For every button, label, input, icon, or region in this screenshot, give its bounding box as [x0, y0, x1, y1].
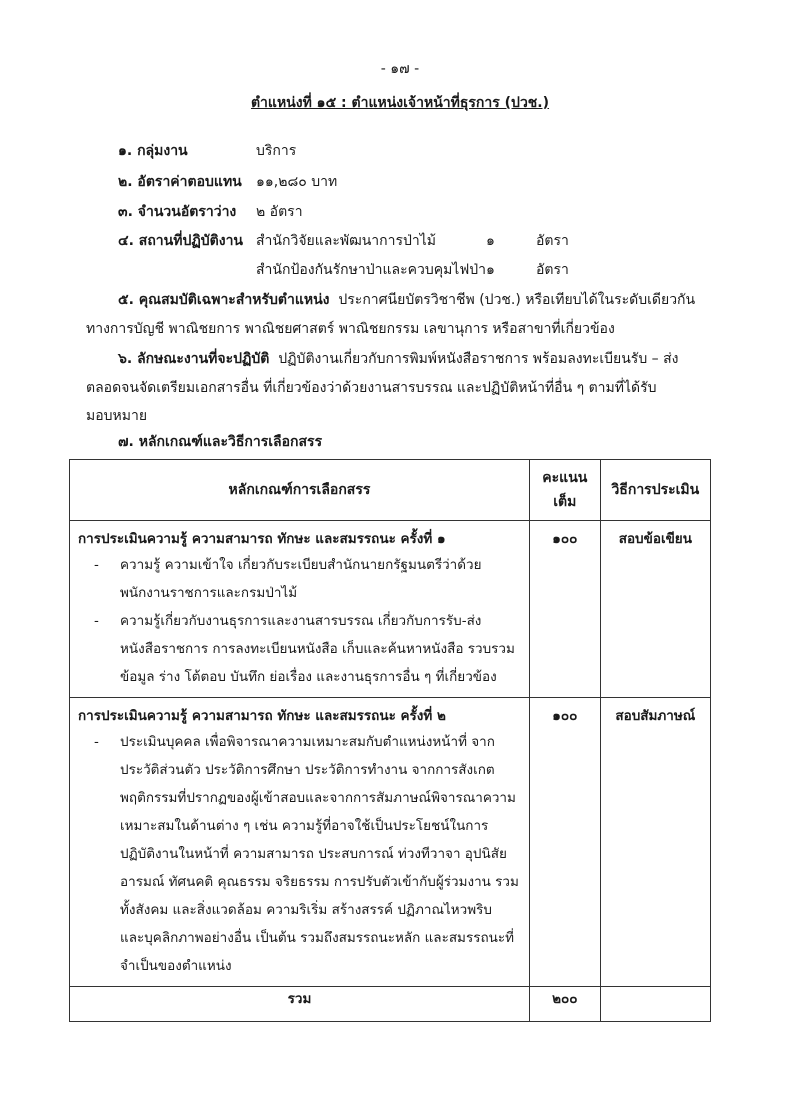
workplace-count-2: ๑ [486, 262, 495, 278]
total-row [70, 987, 711, 1022]
vacancies-label: ๓. จำนวนอัตราว่าง [118, 204, 237, 220]
qualification-text-2: ทางการบัญชี พาณิชยการ พาณิชยศาสตร์ พาณิชยกรรม เลขานุการ หรือสาขาที่เกี่ยวข้อง [86, 321, 615, 337]
header-score-line-2: เต็ม [553, 494, 577, 510]
section-2-title: การประเมินความรู้ ความสามารถ ทักษะ และสมรรถนะ ครั้งที่ ๒ [78, 708, 446, 724]
workplace-place-1: สำนักวิจัยและพัฒนาการป่าไม้ [256, 233, 437, 249]
section-2-score: ๑๐๐ [529, 698, 600, 987]
table-header-row [70, 460, 711, 521]
qualification-line-1 [118, 289, 695, 311]
bullet-text: ประเมินบุคคล เพื่อพิจารณาความเหมาะสมกับตำแหน่งหน้าที่ จากประวัติส่วนตัว ประวัติการศึกษา ประวัติการทำงาน จากการสังเกตพฤติกรรมที่ปรากฏของผู้เข้าสอบและจากการสัมภาษณ์พิจารณาความเหมาะสมในด้านต่าง ๆ เช่น ความรู้ที่อาจใช้เป็นประโยชน์ในการปฏิบัติงานในหน้าที่ ความสามารถ ประสบการณ์ ท่วงทีวาจา อุปนิสัย อารมณ์ ทัศนคติ คุณธรรม จริยธรรม การปรับตัวเข้ากับผู้ร่วมงาน รวมทั้งสังคม และสิ่งแวดล้อม ความริเริ่ม สร้างสรรค์ ปฏิภาณไหวพริบ และบุคลิกภาพอย่างอื่น เป็นต้น รวมถึงสมรรถนะหลัก และสมรรถนะที่จำเป็นของตำแหน่ง [120, 734, 519, 974]
bullet-dash: - [94, 613, 99, 629]
criteria-label: ๗. หลักเกณฑ์และวิธีการเลือกสรร [118, 434, 323, 450]
duties-text-2: ตลอดจนจัดเตรียมเอกสารอื่น ที่เกี่ยวข้องว่าด้วยงานสารบรรณ และปฏิบัติหน้าที่อื่น ๆ ตามที่ได้รับ [86, 380, 657, 396]
section-1-method: สอบข้อเขียน [600, 521, 710, 698]
bullet-text: ความรู้ ความเข้าใจ เกี่ยวกับระเบียบสำนักนายกรัฐมนตรีว่าด้วยพนักงานราชการและกรมป่าไม้ [120, 557, 482, 601]
total-score: ๒๐๐ [529, 987, 600, 1022]
section-2-criteria [70, 698, 530, 987]
criteria-table [69, 459, 711, 1022]
section-2-method: สอบสัมภาษณ์ [600, 698, 710, 987]
qualification-label: ๕. คุณสมบัติเฉพาะสำหรับตำแหน่ง [118, 292, 330, 308]
workplace-unit-2: อัตรา [536, 262, 569, 278]
section-1-title: การประเมินความรู้ ความสามารถ ทักษะ และสมรรถนะ ครั้งที่ ๑ [78, 531, 446, 547]
page-title [0, 92, 800, 114]
salary-label: ๒. อัตราค่าตอบแทน [118, 174, 242, 190]
duties-line-1 [118, 348, 679, 370]
header-criteria: หลักเกณฑ์การเลือกสรร [70, 460, 530, 521]
duties-text-1: ปฏิบัติงานเกี่ยวกับการพิมพ์หนังสือราชการ พร้อมลงทะเบียนรับ – ส่ง [278, 351, 679, 367]
list-item [70, 551, 529, 607]
header-score [529, 460, 600, 521]
list-item [70, 607, 529, 691]
total-method [600, 987, 710, 1022]
total-label: รวม [70, 987, 530, 1022]
position-heading: ตำแหน่งที่ ๑๕ : ตำแหน่งเจ้าหน้าที่ธุรการ (ปวช.) [250, 95, 550, 111]
table-row [70, 521, 711, 698]
header-method: วิธีการประเมิน [600, 460, 710, 521]
workplace-count-1: ๑ [486, 233, 495, 249]
table-row [70, 698, 711, 987]
list-item [70, 728, 529, 980]
workplace-unit-1: อัตรา [536, 233, 569, 249]
page-number: - ๑๗ - [380, 61, 420, 77]
salary-value: ๑๑,๒๘๐ บาท [256, 174, 338, 190]
section-1-score: ๑๐๐ [529, 521, 600, 698]
header-score-line-1: คะแนน [542, 470, 588, 486]
duties-text-3: มอบหมาย [86, 408, 148, 424]
workplace-place-2: สำนักป้องกันรักษาป่าและควบคุมไฟป่า [256, 262, 486, 278]
qualification-text-1: ประกาศนียบัตรวิชาชีพ (ปวช.) หรือเทียบได้ในระดับเดียวกัน [338, 292, 696, 308]
group-label: ๑. กลุ่มงาน [118, 143, 188, 159]
duties-label: ๖. ลักษณะงานที่จะปฏิบัติ [118, 351, 270, 367]
workplace-label: ๔. สถานที่ปฏิบัติงาน [118, 233, 244, 249]
section-1-criteria [70, 521, 530, 698]
vacancies-value: ๒ อัตรา [256, 204, 303, 220]
bullet-dash: - [94, 557, 99, 573]
bullet-dash: - [94, 734, 99, 750]
bullet-text: ความรู้เกี่ยวกับงานธุรการและงานสารบรรณ เกี่ยวกับการรับ-ส่ง หนังสือราชการ การลงทะเบียนหนังสือ เก็บและค้นหาหนังสือ รวบรวมข้อมูล ร่าง โต้ตอบ บันทึก ย่อเรื่อง และงานธุรการอื่น ๆ ที่เกี่ยวข้อง [120, 613, 515, 685]
group-value: บริการ [256, 143, 297, 159]
